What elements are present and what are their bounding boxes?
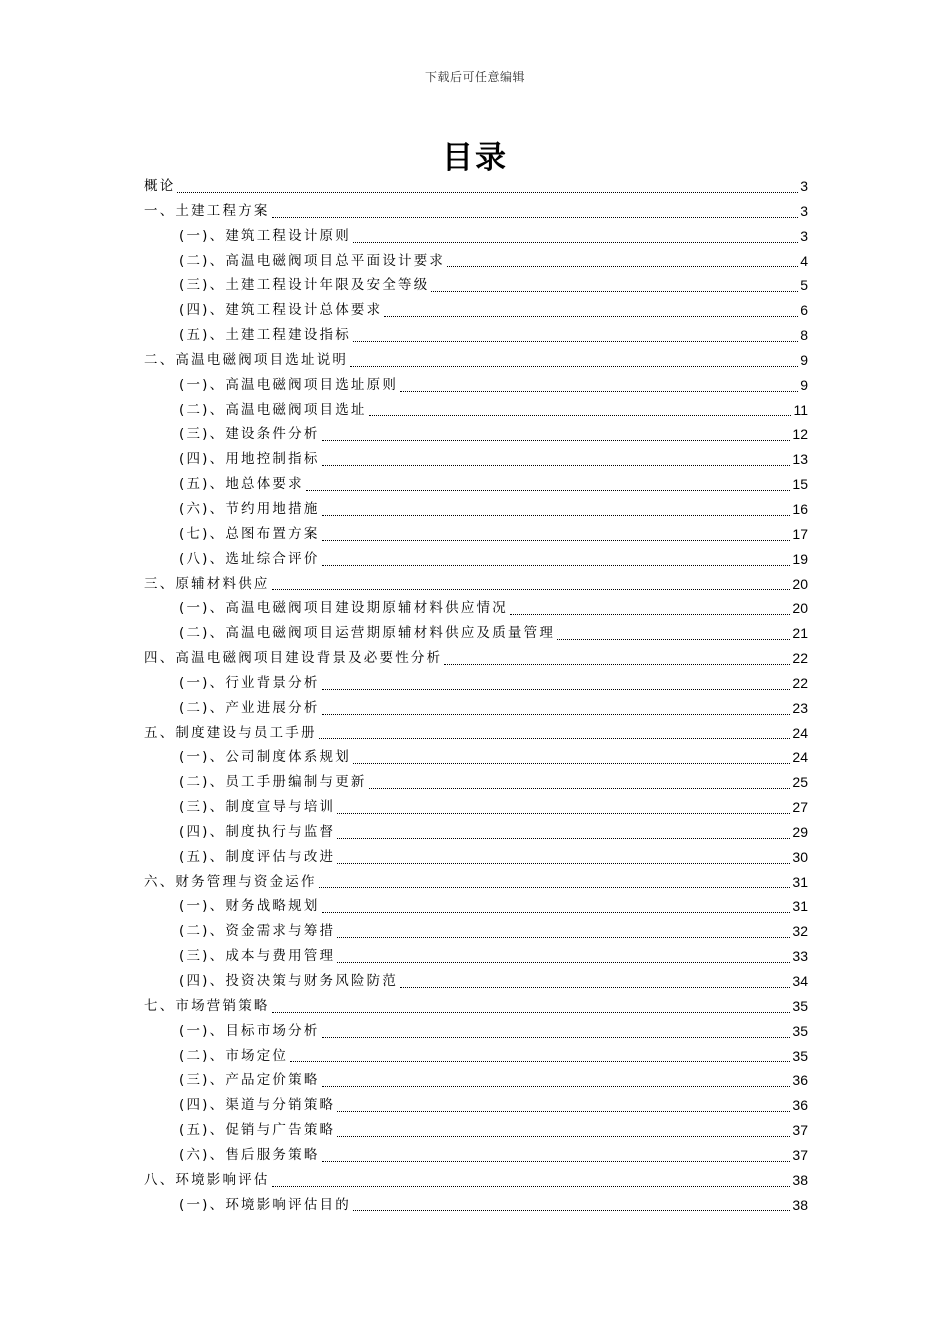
toc-entry-label: (三)、成本与费用管理 xyxy=(179,948,336,965)
toc-entry[interactable] xyxy=(144,1093,808,1118)
toc-entry[interactable] xyxy=(144,795,808,820)
toc-dot-leader xyxy=(319,887,791,888)
toc-entry-page-number: 5 xyxy=(800,277,808,294)
toc-entry[interactable] xyxy=(144,696,808,721)
toc-entry[interactable] xyxy=(144,373,808,398)
toc-dot-leader xyxy=(322,440,791,441)
toc-entry-label: (一)、高温电磁阀项目建设期原辅材料供应情况 xyxy=(179,600,508,617)
toc-entry-label: 三、原辅材料供应 xyxy=(144,575,270,592)
toc-entry-page-number: 11 xyxy=(793,401,808,418)
toc-entry[interactable] xyxy=(144,944,808,969)
toc-dot-leader xyxy=(337,1111,790,1112)
toc-dot-leader xyxy=(337,838,790,839)
toc-entry[interactable] xyxy=(144,994,808,1019)
toc-entry-page-number: 38 xyxy=(792,1196,808,1213)
toc-dot-leader xyxy=(337,1136,790,1137)
toc-dot-leader xyxy=(322,714,791,715)
toc-dot-leader xyxy=(272,589,791,590)
toc-entry-label: (二)、资金需求与筹措 xyxy=(179,923,336,940)
toc-entry[interactable] xyxy=(144,497,808,522)
toc-entry-label: (一)、财务战略规划 xyxy=(179,898,320,915)
toc-entry-label: (四)、制度执行与监督 xyxy=(179,823,336,840)
toc-entry-page-number: 33 xyxy=(792,948,808,965)
toc-entry-label: (五)、土建工程建设指标 xyxy=(179,327,351,344)
toc-dot-leader xyxy=(322,1037,791,1038)
toc-entry[interactable] xyxy=(144,1143,808,1168)
toc-entry[interactable] xyxy=(144,472,808,497)
toc-entry-page-number: 3 xyxy=(800,178,808,194)
toc-entry-label: (一)、环境影响评估目的 xyxy=(179,1196,351,1213)
toc-dot-leader xyxy=(177,192,798,193)
toc-entry-page-number: 31 xyxy=(792,873,808,890)
toc-dot-leader xyxy=(337,863,790,864)
toc-entry-label: (五)、促销与广告策略 xyxy=(179,1122,336,1139)
toc-dot-leader xyxy=(557,639,790,640)
toc-dot-leader xyxy=(272,217,799,218)
toc-entry-page-number: 15 xyxy=(792,476,808,493)
toc-entry-page-number: 35 xyxy=(792,997,808,1014)
toc-entry[interactable] xyxy=(144,199,808,224)
toc-entry[interactable] xyxy=(144,398,808,423)
toc-dot-leader xyxy=(337,813,790,814)
toc-entry-page-number: 37 xyxy=(792,1122,808,1139)
toc-dot-leader xyxy=(322,565,791,566)
toc-entry[interactable] xyxy=(144,348,808,373)
toc-entry-page-number: 4 xyxy=(800,252,808,269)
toc-dot-leader xyxy=(290,1061,790,1062)
toc-entry[interactable] xyxy=(144,522,808,547)
toc-entry-page-number: 21 xyxy=(792,625,808,642)
toc-dot-leader xyxy=(322,540,791,541)
toc-dot-leader xyxy=(447,266,798,267)
toc-dot-leader xyxy=(444,664,790,665)
toc-entry-label: (三)、土建工程设计年限及安全等级 xyxy=(179,277,430,294)
toc-dot-leader xyxy=(353,242,798,243)
toc-entry-label: (三)、产品定价策略 xyxy=(179,1072,320,1089)
toc-entry[interactable] xyxy=(144,870,808,895)
toc-entry[interactable] xyxy=(144,621,808,646)
toc-dot-leader xyxy=(353,341,798,342)
toc-entry-label: (六)、售后服务策略 xyxy=(179,1146,320,1163)
toc-dot-leader xyxy=(369,415,792,416)
toc-entry-page-number: 24 xyxy=(792,724,808,741)
toc-entry[interactable] xyxy=(144,596,808,621)
toc-entry-label: 二、高温电磁阀项目选址说明 xyxy=(144,351,349,368)
toc-entry-label: (二)、高温电磁阀项目运营期原辅材料供应及质量管理 xyxy=(179,625,556,642)
toc-entry-label: (四)、投资决策与财务风险防范 xyxy=(179,973,399,989)
toc-entry-label: (八)、选址综合评价 xyxy=(179,550,320,567)
toc-entry-page-number: 20 xyxy=(792,575,808,592)
toc-entry-label: 概论 xyxy=(144,178,176,194)
toc-entry-label: (四)、建筑工程设计总体要求 xyxy=(179,302,383,319)
toc-entry[interactable] xyxy=(144,919,808,944)
toc-entry-page-number: 13 xyxy=(792,451,808,468)
toc-entry-page-number: 35 xyxy=(792,1022,808,1039)
toc-entry-page-number: 24 xyxy=(792,749,808,766)
toc-entry-label: (一)、目标市场分析 xyxy=(179,1022,320,1039)
toc-dot-leader xyxy=(431,291,798,292)
toc-entry-page-number: 27 xyxy=(792,799,808,816)
toc-entry[interactable] xyxy=(144,298,808,323)
toc-entry[interactable] xyxy=(144,646,808,671)
toc-entry-page-number: 3 xyxy=(800,227,808,244)
toc-entry-page-number: 35 xyxy=(792,1047,808,1064)
toc-entry[interactable] xyxy=(144,249,808,274)
toc-entry[interactable] xyxy=(144,1168,808,1193)
toc-entry-page-number: 20 xyxy=(792,600,808,617)
toc-entry-label: (三)、制度宣导与培训 xyxy=(179,799,336,816)
toc-dot-leader xyxy=(400,391,798,392)
toc-entry[interactable] xyxy=(144,820,808,845)
toc-entry-label: 一、土建工程方案 xyxy=(144,202,270,219)
toc-entry[interactable] xyxy=(144,721,808,746)
toc-dot-leader xyxy=(353,763,790,764)
page-title: 目录 xyxy=(442,140,508,176)
toc-dot-leader xyxy=(353,1210,790,1211)
toc-entry-page-number: 23 xyxy=(792,699,808,716)
toc-entry-page-number: 29 xyxy=(792,823,808,840)
toc-entry-page-number: 30 xyxy=(792,848,808,865)
toc-entry[interactable] xyxy=(144,745,808,770)
toc-entry-label: 五、制度建设与员工手册 xyxy=(144,724,317,741)
toc-entry-label: (五)、制度评估与改进 xyxy=(179,848,336,865)
toc-entry[interactable] xyxy=(144,1118,808,1143)
toc-entry[interactable] xyxy=(144,422,808,447)
toc-dot-leader xyxy=(319,738,791,739)
toc-entry-label: (五)、地总体要求 xyxy=(179,476,304,493)
toc-entry-label: (二)、市场定位 xyxy=(179,1047,289,1064)
toc-entry-page-number: 31 xyxy=(792,898,808,915)
toc-entry-label: (二)、高温电磁阀项目选址 xyxy=(179,401,367,418)
toc-entry[interactable] xyxy=(144,845,808,870)
toc-dot-leader xyxy=(322,912,791,913)
toc-entry-label: (四)、用地控制指标 xyxy=(179,451,320,468)
toc-entry[interactable] xyxy=(144,224,808,249)
toc-entry-page-number: 37 xyxy=(792,1146,808,1163)
toc-entry-page-number: 22 xyxy=(792,674,808,691)
toc-dot-leader xyxy=(400,987,790,988)
toc-entry[interactable] xyxy=(144,1193,808,1218)
toc-entry-label: 四、高温电磁阀项目建设背景及必要性分析 xyxy=(144,650,443,667)
toc-entry-page-number: 8 xyxy=(800,327,808,344)
toc-dot-leader xyxy=(322,1086,791,1087)
toc-entry-label: (一)、行业背景分析 xyxy=(179,674,320,691)
toc-dot-leader xyxy=(272,1186,791,1187)
toc-entry[interactable] xyxy=(144,1044,808,1069)
toc-entry[interactable] xyxy=(144,770,808,795)
toc-dot-leader xyxy=(322,689,791,690)
toc-entry-label: (二)、高温电磁阀项目总平面设计要求 xyxy=(179,252,446,269)
toc-entry-label: (一)、高温电磁阀项目选址原则 xyxy=(179,376,399,393)
toc-entry-page-number: 34 xyxy=(792,973,808,989)
page-header: 下载后可任意编辑 xyxy=(424,70,525,84)
toc-entry[interactable] xyxy=(144,273,808,298)
toc-entry-page-number: 9 xyxy=(800,351,808,368)
toc-entry-label: (七)、总图布置方案 xyxy=(179,525,320,542)
toc-entry-page-number: 16 xyxy=(792,500,808,517)
toc-entry-page-number: 9 xyxy=(800,376,808,393)
toc-dot-leader xyxy=(337,962,790,963)
toc-dot-leader xyxy=(322,1161,791,1162)
toc-dot-leader xyxy=(510,614,790,615)
toc-entry-page-number: 3 xyxy=(800,202,808,219)
toc-entry[interactable] xyxy=(144,671,808,696)
toc-entry-page-number: 38 xyxy=(792,1171,808,1188)
toc-entry-page-number: 25 xyxy=(792,774,808,791)
toc-entry-page-number: 32 xyxy=(792,923,808,940)
toc-dot-leader xyxy=(322,465,791,466)
toc-entry[interactable] xyxy=(144,323,808,348)
toc-entry[interactable] xyxy=(144,894,808,919)
toc-dot-leader xyxy=(384,316,798,317)
toc-entry-label: (四)、渠道与分销策略 xyxy=(179,1097,336,1114)
toc-dot-leader xyxy=(322,515,791,516)
table-of-contents xyxy=(144,174,808,1217)
toc-entry-label: 六、财务管理与资金运作 xyxy=(144,873,317,890)
toc-entry-page-number: 36 xyxy=(792,1097,808,1114)
toc-entry-label: (一)、公司制度体系规划 xyxy=(179,749,351,766)
toc-entry[interactable] xyxy=(144,1068,808,1093)
toc-entry-label: (一)、建筑工程设计原则 xyxy=(179,227,351,244)
toc-entry[interactable] xyxy=(144,174,808,199)
toc-dot-leader xyxy=(306,490,791,491)
toc-entry-label: (二)、产业进展分析 xyxy=(179,699,320,716)
toc-entry-page-number: 17 xyxy=(792,525,808,542)
toc-entry[interactable] xyxy=(144,572,808,597)
toc-dot-leader xyxy=(350,366,798,367)
toc-entry[interactable] xyxy=(144,1019,808,1044)
toc-entry-label: (三)、建设条件分析 xyxy=(179,426,320,443)
toc-dot-leader xyxy=(369,788,791,789)
toc-dot-leader xyxy=(337,937,790,938)
toc-entry[interactable] xyxy=(144,547,808,572)
toc-entry-page-number: 19 xyxy=(792,550,808,567)
toc-entry-label: 八、环境影响评估 xyxy=(144,1171,270,1188)
toc-dot-leader xyxy=(272,1012,791,1013)
toc-entry[interactable] xyxy=(144,447,808,472)
toc-entry[interactable] xyxy=(144,969,808,994)
toc-entry-page-number: 6 xyxy=(800,302,808,319)
toc-entry-label: 七、市场营销策略 xyxy=(144,997,270,1014)
toc-entry-page-number: 12 xyxy=(792,426,808,443)
toc-entry-page-number: 22 xyxy=(792,650,808,667)
toc-entry-label: (六)、节约用地措施 xyxy=(179,500,320,517)
toc-entry-page-number: 36 xyxy=(792,1072,808,1089)
toc-entry-label: (二)、员工手册编制与更新 xyxy=(179,774,367,791)
